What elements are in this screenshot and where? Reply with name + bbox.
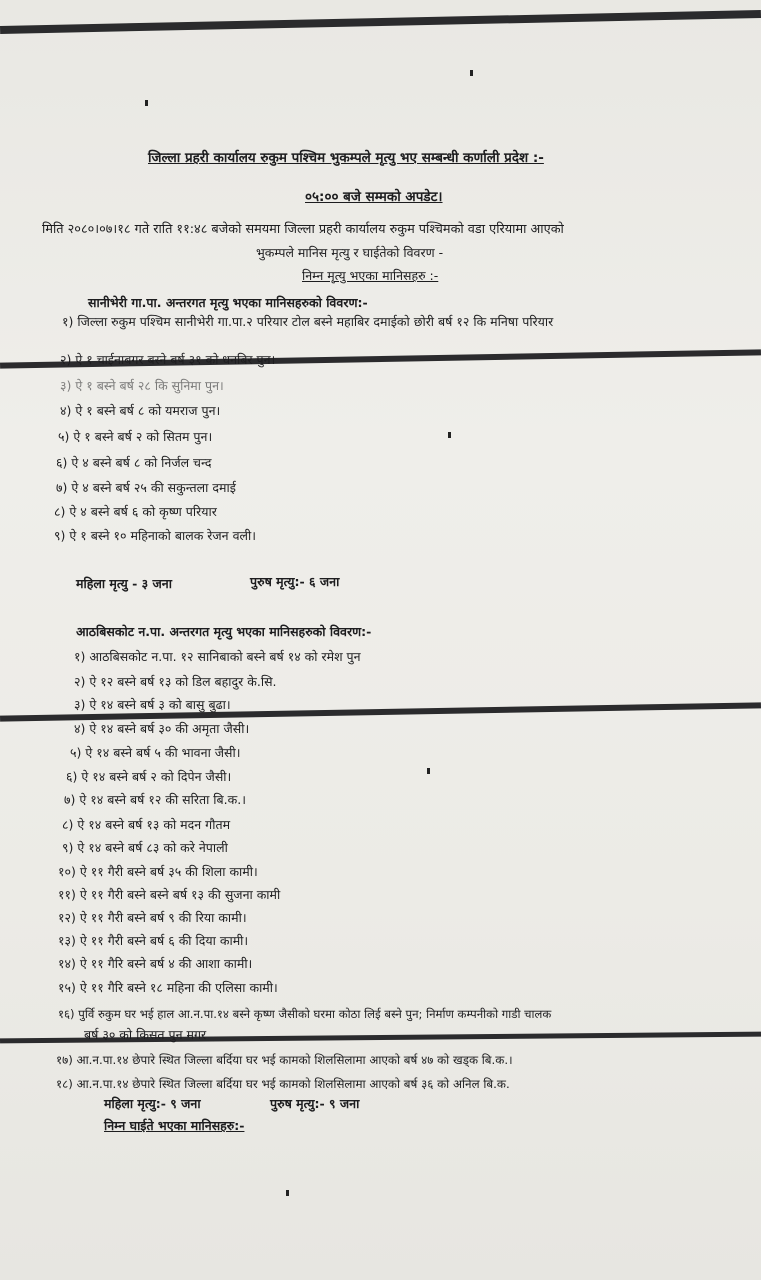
list-item: ४) ऐ १४ बस्ने बर्ष ३० की अमृता जैसी।: [74, 721, 250, 736]
injured-heading: निम्न घाईते भएका मानिसहरु:-: [104, 1118, 245, 1133]
list-item: ९) ऐ १ बस्ने १० महिनाको बालक रेजन वली।: [54, 528, 256, 543]
section1-heading: सानीभेरी गा.पा. अन्तरगत मृत्यु भएका मानिसहरुको विवरण:-: [88, 295, 368, 310]
list-item: १४) ऐ ११ गैरि बस्ने बर्ष ४ की आशा कामी।: [58, 956, 253, 971]
section2-female-deaths: महिला मृत्यु:- ९ जना: [104, 1096, 201, 1111]
list-item: ८) ऐ १४ बस्ने बर्ष १३ को मदन गौतम: [62, 817, 231, 832]
speck: [470, 70, 473, 76]
section1-female-deaths: महिला मृत्यु - ३ जना: [76, 576, 172, 591]
speck: [448, 432, 451, 438]
section2-male-deaths: पुरुष मृत्यु:- ९ जना: [270, 1096, 360, 1111]
list-item: १०) ऐ ११ गैरी बस्ने बर्ष ३५ की शिला कामी।: [58, 864, 258, 879]
list-item: १७) आ.न.पा.१४ छेपारे स्थित जिल्ला बर्दिया घर भई कामको शिलसिलामा आएको बर्ष ४७ को खड्क बि.क.।: [56, 1053, 513, 1067]
list-item: ६) ऐ १४ बस्ने बर्ष २ को दिपेन जैसी।: [66, 769, 232, 784]
list-item: १६) पुर्वि रुकुम घर भई हाल आ.न.पा.१४ बस्ने कृष्ण जैसीको घरमा कोठा लिई बस्ने पुन; निर्माण कम्पनीको गाडी चालक: [58, 1007, 552, 1021]
list-item: ८) ऐ ४ बस्ने बर्ष ६ को कृष्ण परियार: [54, 504, 217, 519]
speck: [145, 100, 148, 106]
doc-title-line5: निम्न मृत्यु भएका मानिसहरु :-: [302, 268, 439, 283]
list-item: ७) ऐ ४ बस्ने बर्ष २५ की सकुन्तला दमाई: [56, 480, 236, 495]
page-edge-fold: [0, 10, 761, 34]
list-item: ९) ऐ १४ बस्ने बर्ष ८३ को करे नेपाली: [62, 840, 228, 855]
list-item: १३) ऐ ११ गैरी बस्ने बर्ष ६ की दिया कामी।: [58, 933, 249, 948]
list-item: ६) ऐ ४ बस्ने बर्ष ८ को निर्जल चन्द: [56, 455, 212, 470]
list-item: १८) आ.न.पा.१४ छेपारे स्थित जिल्ला बर्दिया घर भई कामको शिलसिलामा आएको बर्ष ३६ को अनिल बि.क.: [56, 1077, 510, 1091]
doc-title-line3: मिति २०८०।०७।१८ गते राति ११:४८ बजेको समयमा जिल्ला प्रहरी कार्यालय रुकुम पश्चिमको वडा एरियामा आएको: [42, 222, 564, 237]
doc-title-line4: भुकम्पले मानिस मृत्यु र घाईतेको विवरण -: [256, 245, 444, 260]
list-item: १५) ऐ ११ गैरि बस्ने १८ महिना की एलिसा कामी।: [58, 980, 278, 995]
section2-heading: आठबिसकोट न.पा. अन्तरगत मृत्यु भएका मानिसहरुको विवरण:-: [76, 624, 372, 639]
list-item: १) जिल्ला रुकुम पश्चिम सानीभेरी गा.पा.२ परियार टोल बस्ने महाबिर दमाईको छोरी बर्ष १२ कि मनिषा परियार: [62, 314, 554, 329]
list-item: २) ऐ १२ बस्ने बर्ष १३ को डिल बहादुर के.सि.: [74, 674, 277, 689]
list-item: ४) ऐ १ बस्ने बर्ष ८ को यमराज पुन।: [60, 403, 221, 418]
section1-male-deaths: पुरुष मृत्यु:- ६ जना: [250, 574, 340, 589]
doc-title-line1: जिल्ला प्रहरी कार्यालय रुकुम पश्चिम भुकम्पले मृत्यु भए सम्बन्धी कर्णाली प्रदेश :-: [148, 150, 544, 166]
list-item: ५) ऐ १४ बस्ने बर्ष ५ की भावना जैसी।: [70, 745, 241, 760]
list-item: ७) ऐ १४ बस्ने बर्ष १२ की सरिता बि.क.।: [64, 792, 246, 807]
list-item: ५) ऐ १ बस्ने बर्ष २ को सितम पुन।: [58, 429, 213, 444]
list-item: ३) ऐ १४ बस्ने बर्ष ३ को बासु बुढा।: [74, 697, 231, 712]
list-item: २) ऐ १ चाईनाबगर बस्ने बर्ष ३१ को धनबिर पुन।: [60, 352, 276, 367]
speck: [286, 1190, 289, 1196]
speck: [427, 768, 430, 774]
doc-title-line2: ०५:०० बजे सम्मको अपडेट।: [305, 189, 443, 205]
list-item-continuation: बर्ष ३० को किसत पुन मगर: [84, 1027, 207, 1042]
list-item: ११) ऐ ११ गैरी बस्ने बस्ने बर्ष १३ की सुजना कामी: [58, 887, 281, 902]
list-item: १) आठबिसकोट न.पा. १२ सानिबाको बस्ने बर्ष १४ को रमेश पुन: [74, 649, 361, 664]
list-item: १२) ऐ ११ गैरी बस्ने बर्ष ९ की रिया कामी।: [58, 910, 247, 925]
list-item: ३) ऐ १ बस्ने बर्ष २८ कि सुनिमा पुन।: [60, 378, 224, 393]
